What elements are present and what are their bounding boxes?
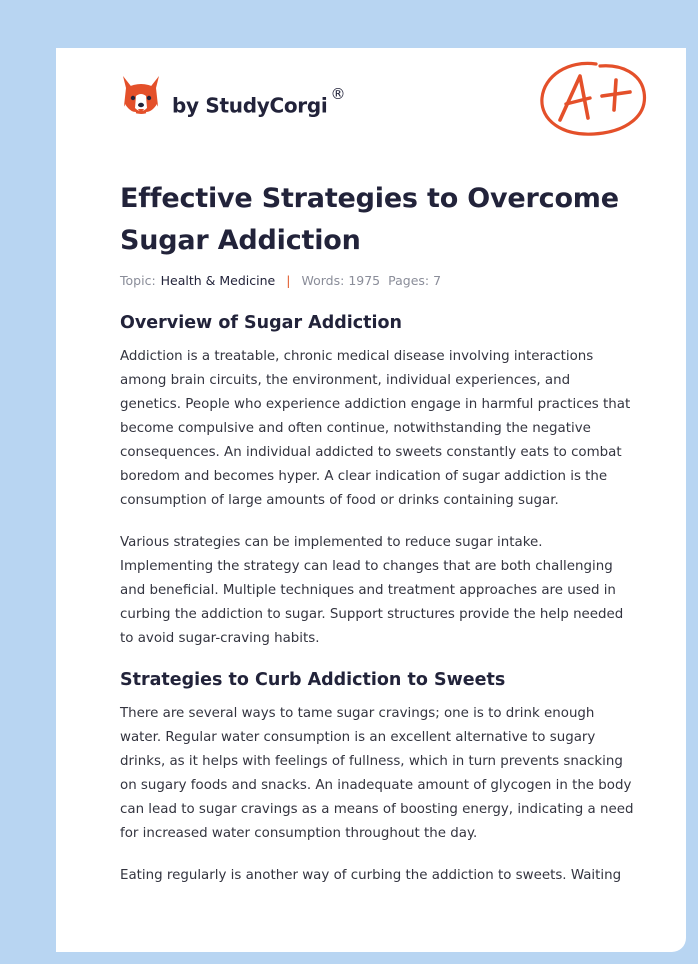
paragraph: Various strategies can be implemented to reduce sugar intake. Implementing the strategy can lead to changes that are both challenging and beneficial. Multiple techniques and treatment approaches are used in curbing the addiction to sugar. Support structures provide the help needed to avoid sugar-craving habits.	[120, 535, 624, 646]
section-heading: Overview of Sugar Addiction	[120, 313, 402, 333]
brand-name: by StudyCorgi ®	[172, 84, 346, 118]
page-header	[56, 48, 686, 158]
document-meta	[120, 273, 634, 288]
studycorgi-logo[interactable]	[120, 74, 345, 120]
corgi-icon	[120, 74, 162, 120]
document-page	[56, 48, 686, 952]
paragraph: There are several ways to tame sugar cravings; one is to drink enough water. Regular water consumption is an excellent alternative to sugary drinks, as it helps with feelings of fullness, which in turn prevents snacking on sugary foods and snacks. An inadequate amount of glycogen in the body can lead to sugar cravings as a means of boosting energy, indicating a need for increased water consumption throughout the day.	[120, 706, 634, 841]
pages-count: 7	[433, 273, 442, 288]
topic-label: Topic:	[120, 273, 156, 288]
words-count: 1975	[348, 273, 381, 288]
document-content	[120, 178, 634, 888]
paragraph: Eating regularly is another way of curbing the addiction to sweets. Waiting	[120, 868, 622, 883]
topic-link[interactable]: Health & Medicine	[160, 273, 276, 288]
section-heading: Strategies to Curb Addiction to Sweets	[120, 670, 506, 690]
pages-label: Pages:	[388, 273, 430, 288]
a-plus-grade-stamp	[538, 58, 650, 140]
words-label: Words:	[301, 273, 345, 288]
paragraph: Addiction is a treatable, chronic medical disease involving interactions among brain circuits, the environment, individual experiences, and genetics. People who experience addiction engage in harmful practices that become compulsive and often continue, notwithstanding the negative consequences. An individual addicted to sweets constantly eats to combat boredom and becomes hyper. A clear indication of sugar addiction is the consumption of large amounts of food or drinks containing sugar.	[120, 349, 631, 508]
meta-separator: |	[286, 273, 291, 288]
document-title: Effective Strategies to Overcome Sugar Addiction	[120, 183, 619, 256]
registered-mark: ®	[330, 84, 346, 103]
